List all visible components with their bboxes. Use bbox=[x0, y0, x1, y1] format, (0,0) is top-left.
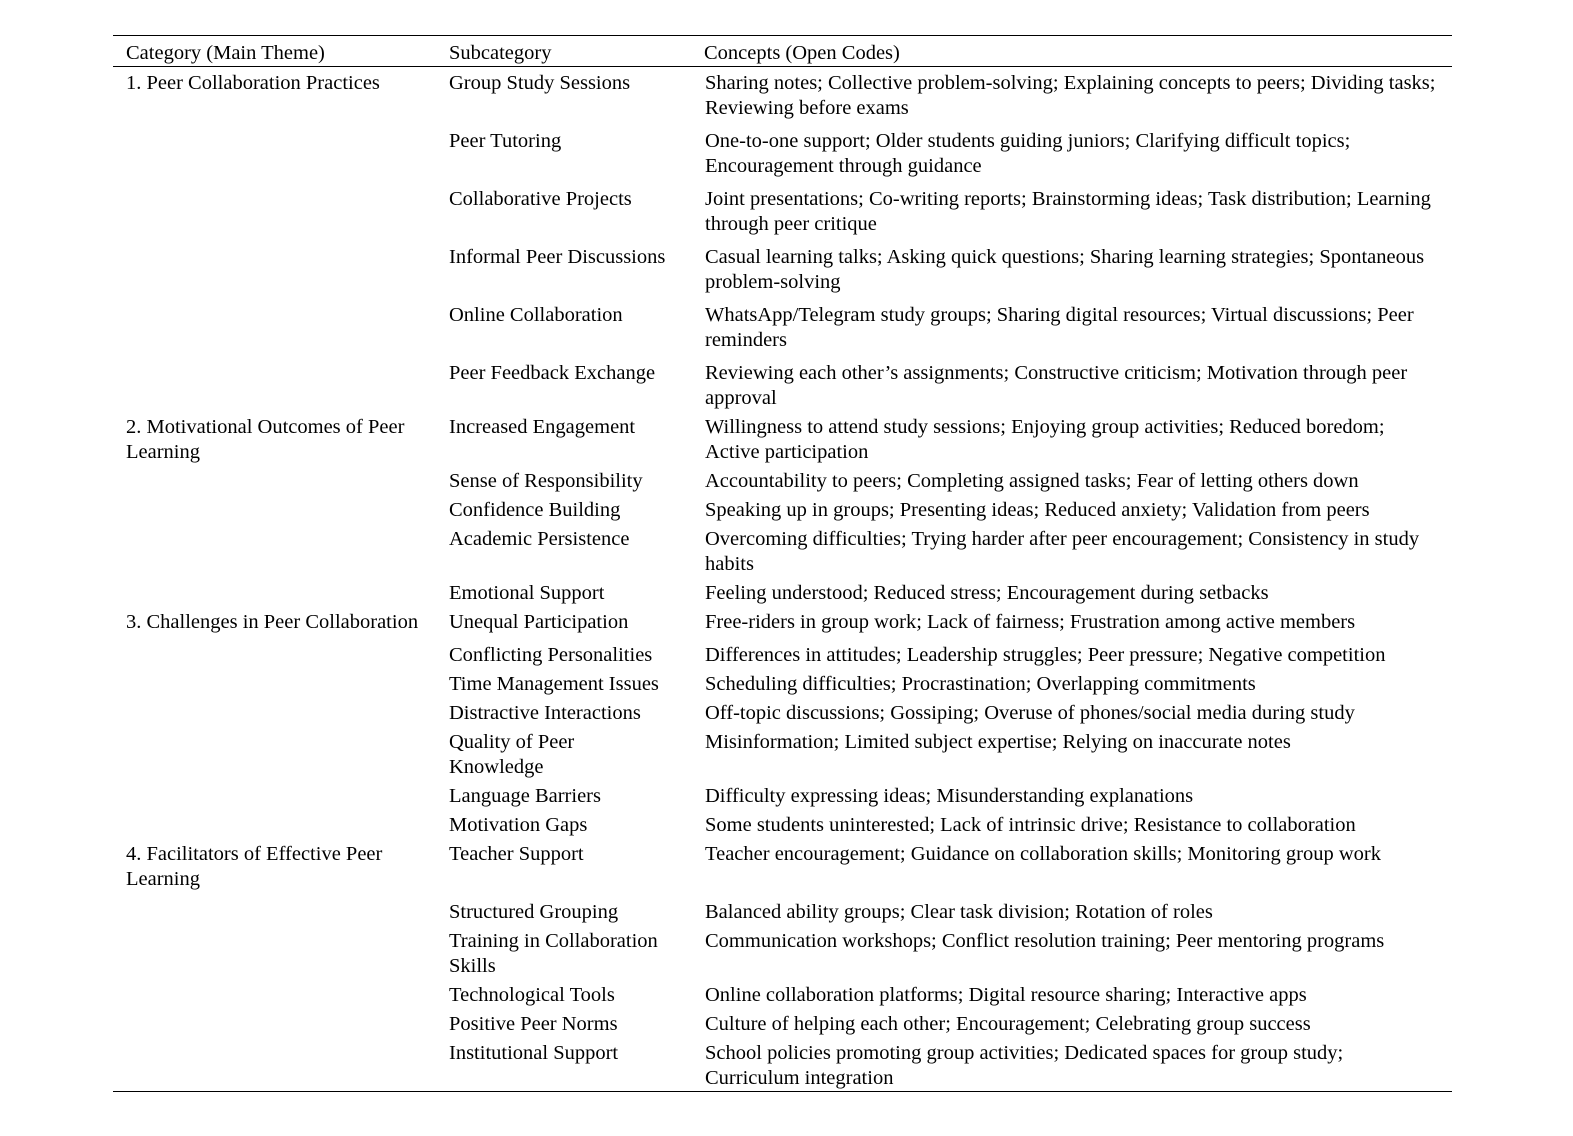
concepts-cell: School policies promoting group activities; Dedicated spaces for group study; Curriculum integration bbox=[705, 1042, 1344, 1089]
concepts-cell: Balanced ability groups; Clear task division; Rotation of roles bbox=[705, 901, 1213, 923]
header-concepts: Concepts (Open Codes) bbox=[704, 42, 900, 64]
table-row bbox=[113, 780, 1452, 809]
table-row bbox=[113, 577, 1452, 606]
subcategory-cell: Positive Peer Norms bbox=[449, 1013, 618, 1035]
table-row bbox=[113, 1037, 1452, 1092]
header-category: Category (Main Theme) bbox=[126, 42, 325, 64]
concepts-cell: Casual learning talks; Asking quick questions; Sharing learning strategies; Spontaneous problem-solving bbox=[705, 246, 1425, 293]
category-cell: 4. Facilitators of Effective Peer Learning bbox=[126, 843, 383, 890]
category-cell-empty bbox=[113, 241, 436, 299]
subcategory-cell: Institutional Support bbox=[449, 1042, 619, 1064]
table-row bbox=[113, 125, 1452, 183]
concepts-cell: Overcoming difficulties; Trying harder after peer encouragement; Consistency in study habits bbox=[705, 528, 1420, 575]
subcategory-cell: Group Study Sessions bbox=[449, 72, 631, 94]
category-cell: 2. Motivational Outcomes of Peer Learning bbox=[126, 416, 405, 463]
table-row bbox=[113, 925, 1452, 979]
subcategory-cell: Teacher Support bbox=[449, 843, 584, 865]
concepts-cell: Off-topic discussions; Gossiping; Overuse of phones/social media during study bbox=[705, 702, 1355, 724]
subcategory-cell: Informal Peer Discussions bbox=[449, 246, 666, 268]
category-cell-empty bbox=[113, 357, 436, 411]
concepts-cell: Joint presentations; Co-writing reports; Brainstorming ideas; Task distribution; Learning through peer critique bbox=[705, 188, 1431, 235]
category-cell: 3. Challenges in Peer Collaboration bbox=[126, 611, 419, 633]
subcategory-cell: Language Barriers bbox=[449, 785, 601, 807]
table-row bbox=[113, 183, 1452, 241]
category-cell-empty bbox=[113, 780, 436, 809]
category-cell-empty bbox=[113, 668, 436, 697]
subcategory-cell: Peer Feedback Exchange bbox=[449, 362, 656, 384]
subcategory-cell: Sense of Responsibility bbox=[449, 470, 643, 492]
coding-table bbox=[113, 35, 1452, 1092]
subcategory-cell: Collaborative Projects bbox=[449, 188, 632, 210]
concepts-cell: Culture of helping each other; Encouragement; Celebrating group success bbox=[705, 1013, 1311, 1035]
concepts-cell: Misinformation; Limited subject expertise; Relying on inaccurate notes bbox=[705, 731, 1291, 753]
table-row bbox=[113, 668, 1452, 697]
table-row bbox=[113, 838, 1452, 896]
concepts-cell: WhatsApp/Telegram study groups; Sharing digital resources; Virtual discussions; Peer reminders bbox=[705, 304, 1414, 351]
category-cell-empty bbox=[113, 183, 436, 241]
table-row bbox=[113, 606, 1452, 639]
subcategory-cell: Conflicting Personalities bbox=[449, 644, 653, 666]
table-row bbox=[113, 357, 1452, 411]
table-header bbox=[113, 36, 1452, 67]
header-subcategory: Subcategory bbox=[449, 42, 552, 64]
category-cell-empty bbox=[113, 896, 436, 925]
table-row bbox=[113, 639, 1452, 668]
category-cell-empty bbox=[113, 1037, 436, 1092]
subcategory-cell: Academic Persistence bbox=[449, 528, 630, 550]
concepts-cell: Communication workshops; Conflict resolution training; Peer mentoring programs bbox=[705, 930, 1385, 952]
table-row bbox=[113, 411, 1452, 465]
concepts-cell: Teacher encouragement; Guidance on collaboration skills; Monitoring group work bbox=[705, 843, 1382, 865]
concepts-cell: Online collaboration platforms; Digital resource sharing; Interactive apps bbox=[705, 984, 1307, 1006]
header-row bbox=[113, 36, 1452, 67]
concepts-cell: Differences in attitudes; Leadership struggles; Peer pressure; Negative competition bbox=[705, 644, 1386, 666]
table-row bbox=[113, 299, 1452, 357]
table-row bbox=[113, 67, 1452, 126]
table-row bbox=[113, 979, 1452, 1008]
concepts-cell: Free-riders in group work; Lack of fairness; Frustration among active members bbox=[705, 611, 1356, 633]
table-row bbox=[113, 726, 1452, 780]
subcategory-cell: Technological Tools bbox=[449, 984, 615, 1006]
concepts-cell: Sharing notes; Collective problem-solving; Explaining concepts to peers; Dividing tasks; Reviewing before exams bbox=[705, 72, 1436, 119]
concepts-cell: Speaking up in groups; Presenting ideas; Reduced anxiety; Validation from peers bbox=[705, 499, 1370, 521]
category-cell: 1. Peer Collaboration Practices bbox=[126, 72, 380, 94]
subcategory-cell: Confidence Building bbox=[449, 499, 621, 521]
category-cell-empty bbox=[113, 697, 436, 726]
table-row bbox=[113, 523, 1452, 577]
category-cell-empty bbox=[113, 125, 436, 183]
category-cell-empty bbox=[113, 639, 436, 668]
subcategory-cell: Distractive Interactions bbox=[449, 702, 641, 724]
table-row bbox=[113, 494, 1452, 523]
category-cell-empty bbox=[113, 299, 436, 357]
subcategory-cell: Structured Grouping bbox=[449, 901, 619, 923]
table-row bbox=[113, 896, 1452, 925]
concepts-cell: One-to-one support; Older students guiding juniors; Clarifying difficult topics; Encouragement through guidance bbox=[705, 130, 1351, 177]
concepts-cell: Difficulty expressing ideas; Misunderstanding explanations bbox=[705, 785, 1194, 807]
category-cell-empty bbox=[113, 726, 436, 780]
subcategory-cell: Training in Collaboration Skills bbox=[449, 930, 658, 977]
category-cell-empty bbox=[113, 925, 436, 979]
table-row bbox=[113, 1008, 1452, 1037]
category-cell-empty bbox=[113, 494, 436, 523]
concepts-cell: Reviewing each other’s assignments; Constructive criticism; Motivation through peer approval bbox=[705, 362, 1408, 409]
subcategory-cell: Online Collaboration bbox=[449, 304, 623, 326]
subcategory-cell: Time Management Issues bbox=[449, 673, 659, 695]
table-row bbox=[113, 241, 1452, 299]
coding-table-container bbox=[113, 35, 1452, 1092]
subcategory-cell: Increased Engagement bbox=[449, 416, 636, 438]
subcategory-cell: Quality of Peer Knowledge bbox=[449, 731, 575, 778]
category-cell-empty bbox=[113, 1008, 436, 1037]
concepts-cell: Some students uninterested; Lack of intrinsic drive; Resistance to collaboration bbox=[705, 814, 1356, 836]
table-row bbox=[113, 697, 1452, 726]
category-cell-empty bbox=[113, 523, 436, 577]
concepts-cell: Scheduling difficulties; Procrastination; Overlapping commitments bbox=[705, 673, 1256, 695]
subcategory-cell: Unequal Participation bbox=[449, 611, 629, 633]
table-row bbox=[113, 465, 1452, 494]
subcategory-cell: Emotional Support bbox=[449, 582, 605, 604]
category-cell-empty bbox=[113, 577, 436, 606]
category-cell-empty bbox=[113, 465, 436, 494]
concepts-cell: Accountability to peers; Completing assigned tasks; Fear of letting others down bbox=[705, 470, 1359, 492]
subcategory-cell: Peer Tutoring bbox=[449, 130, 562, 152]
concepts-cell: Feeling understood; Reduced stress; Encouragement during setbacks bbox=[705, 582, 1269, 604]
concepts-cell: Willingness to attend study sessions; Enjoying group activities; Reduced boredom; Active participation bbox=[705, 416, 1385, 463]
table-row bbox=[113, 809, 1452, 838]
category-cell-empty bbox=[113, 809, 436, 838]
table-body bbox=[113, 67, 1452, 1092]
category-cell-empty bbox=[113, 979, 436, 1008]
subcategory-cell: Motivation Gaps bbox=[449, 814, 588, 836]
